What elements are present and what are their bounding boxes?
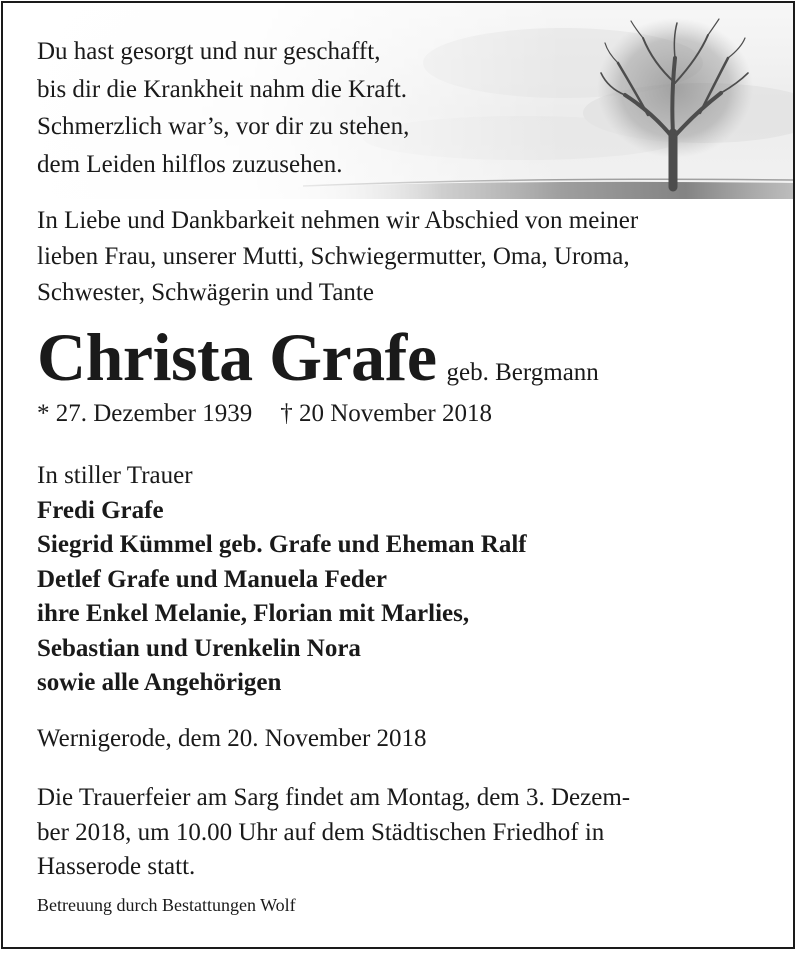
deceased-name-line — [37, 319, 599, 395]
deceased-name: Christa Grafe — [37, 319, 437, 395]
mourning-heading: In stiller Trauer — [37, 462, 193, 489]
mourner-line: Detlef Grafe und Manuela Feder — [37, 565, 387, 593]
poem-verse: Du hast gesorgt und nur geschafft, bis dir die Krankheit nahm die Kraft. Schmerzlich war’s, vor dir zu stehen, dem Leiden hilflos zuzusehen. — [37, 38, 410, 178]
mourners-block — [37, 459, 527, 701]
mourner-line: ihre Enkel Melanie, Florian mit Marlies, — [37, 600, 470, 627]
funeral-service-info: Die Trauerfeier am Sarg findet am Montag, dem 3. Dezem- ber 2018, um 10.00 Uhr auf dem Städtischen Friedhof in Hasserode statt. — [37, 784, 631, 880]
place-and-date: Wernigerode, dem 20. November 2018 — [37, 725, 427, 752]
mourner-line: Fredi Grafe — [37, 496, 164, 524]
mourner-line: Sebastian und Urenkelin Nora — [37, 634, 361, 662]
obituary-notice — [1, 1, 795, 949]
birth-date: * 27. Dezember 1939 — [37, 400, 253, 427]
farewell-intro: In Liebe und Dankbarkeit nehmen wir Abschied von meiner lieben Frau, unserer Mutti, Schwiegermutter, Oma, Uroma, Schwester, Schwägerin und Tante — [37, 207, 639, 306]
life-dates — [37, 398, 492, 430]
maiden-name: geb. Bergmann — [446, 359, 599, 386]
death-date: † 20 November 2018 — [280, 400, 492, 427]
mourner-line: Siegrid Kümmel geb. Grafe und Eheman Ralf — [37, 531, 527, 558]
mourner-line: sowie alle Angehörigen — [37, 669, 282, 696]
funeral-home-credit: Betreuung durch Bestattungen Wolf — [37, 895, 296, 915]
